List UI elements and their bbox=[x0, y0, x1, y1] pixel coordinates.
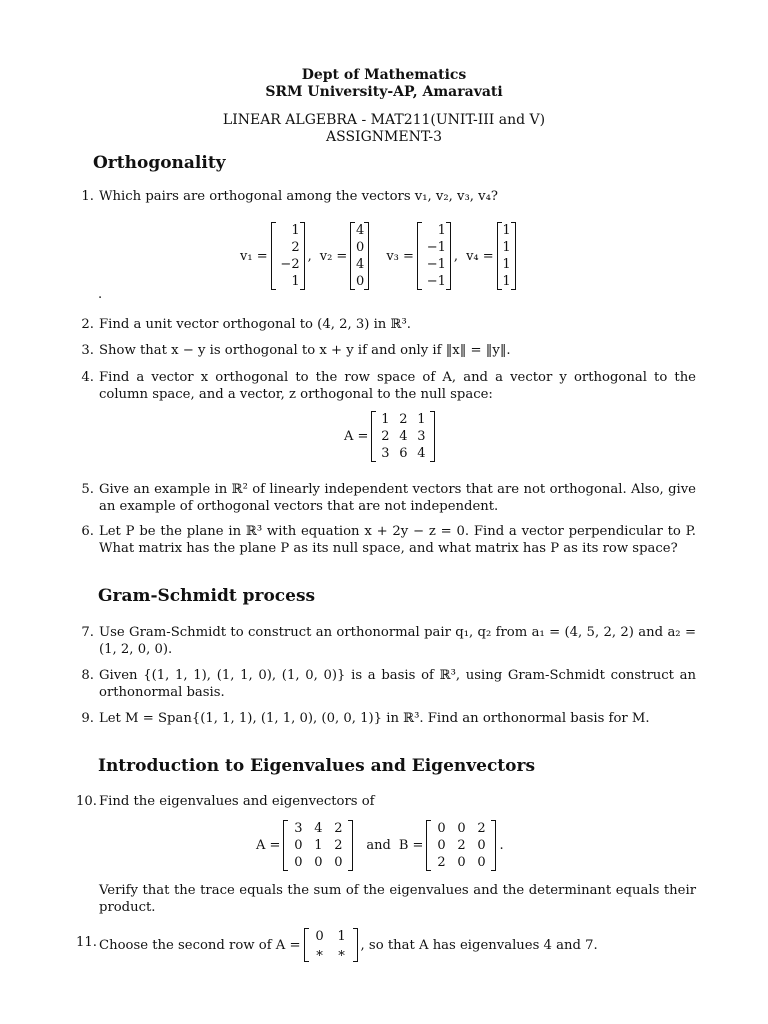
question-text: Find the eigenvalues and eigenvectors of bbox=[99, 794, 375, 809]
matrix-entry: 1 bbox=[314, 838, 323, 853]
question-number: 11. bbox=[76, 935, 97, 950]
matrix-entry: 1 bbox=[337, 929, 346, 944]
matrix-b-label: B = bbox=[398, 838, 424, 853]
v3-vector bbox=[417, 222, 451, 290]
matrix-entry: 0 bbox=[437, 821, 446, 836]
period: . bbox=[499, 838, 504, 853]
vector-entry: 1 bbox=[291, 223, 300, 238]
matrix-entry: 3 bbox=[294, 821, 303, 836]
question-number: 6. bbox=[81, 524, 94, 539]
v4-vector bbox=[497, 222, 516, 290]
course-title: LINEAR ALGEBRA - MAT211(UNIT-III and V) bbox=[222, 112, 546, 128]
question-number: 3. bbox=[81, 343, 94, 358]
question-number: 4. bbox=[81, 370, 94, 385]
question-text: Find a vector x orthogonal to the row space of A, and a vector y orthogonal to the column space, and a vector, z orthogonal to the null space: bbox=[99, 370, 696, 402]
question-2 bbox=[76, 316, 696, 333]
vector-entry: 4 bbox=[356, 257, 365, 272]
v1-label: v₁ = bbox=[240, 248, 268, 264]
q1-trailing-period: . bbox=[98, 287, 103, 302]
question-text: Find a unit vector orthogonal to (4, 2, 3) in ℝ³. bbox=[99, 317, 411, 332]
matrix-entry: 0 bbox=[294, 838, 303, 853]
question-text-end: , so that A has eigenvalues 4 and 7. bbox=[360, 937, 598, 953]
question-9 bbox=[76, 710, 696, 727]
question-number: 8. bbox=[81, 668, 94, 683]
question-3 bbox=[76, 342, 696, 359]
question-8 bbox=[76, 667, 696, 701]
matrix-entry: 1 bbox=[381, 412, 390, 427]
section-eigenvalues: Introduction to Eigenvalues and Eigenvectors bbox=[98, 756, 536, 776]
vector-entry: 0 bbox=[356, 274, 365, 289]
comma: , bbox=[307, 248, 312, 264]
matrix-label: A = bbox=[344, 429, 369, 444]
q1-vectors bbox=[240, 222, 519, 290]
comma: , bbox=[453, 248, 459, 264]
matrix-a bbox=[283, 820, 353, 871]
vector-entry: 1 bbox=[437, 223, 446, 238]
matrix-entry: 0 bbox=[314, 855, 323, 870]
question-text: Show that x − y is orthogonal to x + y if and only if ‖x‖ = ‖y‖. bbox=[99, 343, 511, 358]
question-6 bbox=[76, 523, 696, 557]
matrix-entry: 2 bbox=[457, 838, 466, 853]
q10-verify bbox=[76, 882, 696, 916]
question-10 bbox=[76, 793, 696, 810]
question-text: Verify that the trace equals the sum of the eigenvalues and the determinant equals their product. bbox=[99, 883, 696, 915]
matrix-entry: 0 bbox=[315, 929, 324, 944]
question-text: Choose the second row of A = bbox=[99, 937, 301, 953]
question-text: Use Gram-Schmidt to construct an orthonormal pair q₁, q₂ from a₁ = (4, 5, 2, 2) and a₂ = (1, 2, 0, 0). bbox=[99, 625, 696, 657]
matrix-entry: ∗ bbox=[315, 946, 325, 961]
university-title: SRM University-AP, Amaravati bbox=[265, 84, 503, 100]
q10-matrices bbox=[256, 820, 504, 871]
matrix-entry: ∗ bbox=[337, 946, 347, 961]
matrix-a-label: A = bbox=[256, 838, 281, 853]
matrix-entry: 0 bbox=[477, 838, 486, 853]
matrix-entry: 1 bbox=[417, 412, 426, 427]
question-text: Let P be the plane in ℝ³ with equation x + 2y − z = 0. Find a vector perpendicular to P. What matrix has the plane P as its null space, and what matrix has P as its row space? bbox=[99, 524, 696, 556]
question-number: 2. bbox=[81, 317, 94, 332]
vector-entry: 1 bbox=[502, 257, 511, 272]
matrix bbox=[371, 411, 435, 462]
question-number: 5. bbox=[81, 482, 94, 497]
vector-entry: 1 bbox=[291, 274, 300, 289]
question-11 bbox=[76, 928, 696, 962]
vector-entry: 1 bbox=[502, 274, 511, 289]
question-number: 10. bbox=[76, 794, 97, 809]
matrix-a bbox=[304, 928, 358, 962]
question-content bbox=[99, 928, 696, 962]
matrix-entry: 0 bbox=[294, 855, 303, 870]
matrix-entry: 0 bbox=[457, 855, 466, 870]
question-text: Give an example in ℝ² of linearly independent vectors that are not orthogonal. Also, give an example of orthogonal vectors that are not independent. bbox=[99, 482, 696, 514]
vector-entry: −1 bbox=[426, 257, 446, 272]
vector-entry: −2 bbox=[280, 257, 300, 272]
matrix-entry: 2 bbox=[399, 412, 408, 427]
question-text: Which pairs are orthogonal among the vectors v₁, v₂, v₃, v₄? bbox=[99, 189, 498, 204]
v4-label: v₄ = bbox=[466, 248, 494, 264]
assignment-title: ASSIGNMENT-3 bbox=[326, 129, 442, 145]
matrix-b bbox=[426, 820, 496, 871]
v1-vector bbox=[271, 222, 305, 290]
question-text: Let M = Span{(1, 1, 1), (1, 1, 0), (0, 0, 1)} in ℝ³. Find an orthonormal basis for M. bbox=[99, 711, 650, 726]
matrix-entry: 0 bbox=[437, 838, 446, 853]
vector-entry: 4 bbox=[356, 223, 365, 238]
vector-entry: 0 bbox=[356, 240, 365, 255]
vector-entry: −1 bbox=[426, 240, 446, 255]
vector-entry: −1 bbox=[426, 274, 446, 289]
vector-entry: 2 bbox=[291, 240, 300, 255]
question-7 bbox=[76, 624, 696, 658]
question-4 bbox=[76, 369, 696, 403]
dept-title: Dept of Mathematics bbox=[301, 67, 467, 83]
vector-entry: 1 bbox=[502, 223, 511, 238]
matrix-entry: 0 bbox=[334, 855, 343, 870]
matrix-entry: 4 bbox=[314, 821, 323, 836]
question-number: 7. bbox=[81, 625, 94, 640]
question-text: Given {(1, 1, 1), (1, 1, 0), (1, 0, 0)} is a basis of ℝ³, using Gram-Schmidt construct an orthonormal basis. bbox=[99, 668, 696, 700]
matrix-entry: 3 bbox=[381, 446, 390, 461]
matrix-entry: 0 bbox=[457, 821, 466, 836]
matrix-entry: 2 bbox=[477, 821, 486, 836]
matrix-entry: 6 bbox=[399, 446, 408, 461]
matrix-entry: 0 bbox=[477, 855, 486, 870]
matrix-entry: 2 bbox=[381, 429, 390, 444]
section-orthogonality: Orthogonality bbox=[93, 153, 226, 173]
v2-vector bbox=[350, 222, 369, 290]
question-5 bbox=[76, 481, 696, 515]
matrix-entry: 2 bbox=[334, 838, 343, 853]
matrix-entry: 4 bbox=[417, 446, 426, 461]
and-word: and bbox=[366, 838, 391, 853]
matrix-entry: 4 bbox=[399, 429, 408, 444]
v3-label: v₃ = bbox=[386, 248, 414, 264]
q4-matrix-a bbox=[344, 411, 438, 462]
question-number: 9. bbox=[81, 711, 94, 726]
matrix-entry: 2 bbox=[334, 821, 343, 836]
section-gram-schmidt: Gram-Schmidt process bbox=[98, 586, 316, 606]
vector-entry: 1 bbox=[502, 240, 511, 255]
matrix-entry: 3 bbox=[417, 429, 426, 444]
question-number: 1. bbox=[81, 189, 94, 204]
v2-label: v₂ = bbox=[319, 248, 348, 264]
matrix-entry: 2 bbox=[437, 855, 446, 870]
question-1 bbox=[76, 188, 696, 205]
